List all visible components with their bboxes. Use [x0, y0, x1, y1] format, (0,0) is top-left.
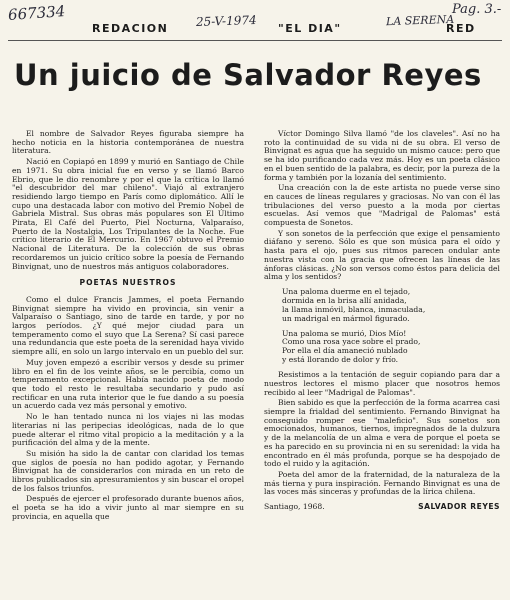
- body-paragraph: Víctor Domingo Silva llamó "de los claveles". Así no ha roto la continuidad de su vida ni de su obra. El verso de Binvignat es agua que ha seguido un mismo cauce: pero que se ha ido purificando cada vez más. Hoy es un poeta clásico en el buen sentido de la palabra, es decir, por la pureza de la forma y también por la lozanía del sentimiento.: [264, 129, 500, 182]
- poem-line: un madrigal en mármol figurado.: [282, 313, 410, 323]
- body-paragraph: Una creación con la de este artista no puede verse sino en cauces de líneas regulares y graciosas. No van con él las tribulaciones del verso puesto a la moda por ciertas escuelas. Así vemos que "Madrigal de Palomas" está compuesta de Sonetos.: [264, 183, 500, 228]
- masthead-rule: [8, 40, 502, 41]
- body-paragraph: Muy joven empezó a escribir versos y desde su primer libro en el fin de los veinte años, se le percibía, como un temperamento excepcional. Había nacido poeta de modo que todo el resto le resultaba secundario y pudo así rectificar en una ruta interior que le fue dando a su poesía un acuerdo cada vez más personal y emotivo.: [12, 357, 244, 411]
- poem-line: y está llorando de dolor y frío.: [282, 355, 399, 365]
- poem-line: dormida en la brisa allí anidada,: [282, 295, 407, 305]
- poem-line: Una paloma se murió, Dios Mío!: [282, 328, 407, 338]
- intro-paragraph: El nombre de Salvador Reyes figuraba siempre ha hecho noticia en la historia contemporánea de nuestra literatura.: [12, 129, 244, 156]
- author-signature: SALVADOR REYES: [418, 502, 500, 512]
- body-paragraph: Resistimos a la tentación de seguir copiando para dar a nuestros lectores el mismo placer que nosotros hemos recibido al leer "Madrigal de Palomas".: [264, 370, 500, 397]
- poem-stanza-1: [282, 288, 500, 324]
- body-paragraph: Y son sonetos de la perfección que exige el pensamiento diáfano y sereno. Sólo es que son música para el oído y hasta para el ojo, pues sus ritmos parecen ondular ante nuestra vista con la gracia que ofrecen las líneas de las ánforas clásicas. ¿No son versos como éstos para delicia del alma y los sentidos?: [264, 228, 500, 282]
- body-paragraph: Poeta del amor de la fraternidad, de la naturaleza de la más tierna y pura inspiración. Fernando Binvignat es una de las voces más sinceras y profundas de la lírica chilena.: [264, 469, 500, 497]
- body-paragraph: Su misión ha sido la de cantar con claridad los temas que siglos de poesía no han podido agotar, y Fernando Binvignat ha de considerarlos con mirada en un reto de libros publicados sin apresuramientos y sin buscar el oropel de los falsos triunfos.: [12, 448, 244, 493]
- place-date: Santiago, 1968.: [264, 501, 325, 511]
- article-headline: Un juicio de Salvador Reyes: [14, 58, 482, 92]
- poem-line: Una paloma duerme en el tejado,: [282, 286, 411, 296]
- handwritten-clip-id: 667334: [7, 2, 66, 24]
- masthead-tail: RED: [446, 22, 476, 35]
- poem-line: Como una rosa yace sobre el prado,: [282, 337, 421, 347]
- right-column: [264, 130, 500, 511]
- body-paragraph: Después de ejercer el profesorado durante buenos años, el poeta se ha ido a vivir junto al mar siempre en su provincia, en aquella que: [12, 494, 244, 521]
- left-column: [12, 130, 244, 524]
- body-paragraph: No le han tentado nunca ni los viajes ni las modas literarias ni las peripecias ideológicas, nada de lo que puede alterar el ritmo vital propicio a la meditación y a la purificación del alma y de la mente.: [12, 412, 244, 448]
- poem-stanza-2: [282, 330, 500, 366]
- masthead-section: REDACION: [92, 22, 169, 35]
- masthead-paper-name: "EL DIA": [278, 22, 342, 35]
- section-subhead: POETAS NUESTROS: [79, 278, 177, 288]
- body-paragraph: Como el dulce Francis Jammes, el poeta Fernando Binvignat siempre ha vivido en provincia, sin venir a Valparaíso o Santiago, sino de tarde en tarde, y por no largos períodos. ¿Y qué mejor ciudad para un temperamento como el suyo que La Serena? Sí casi parece una redundancia que este poeta de la serenidad haya vivido siempre allí, en solo un largo intervalo en un pueblo del sur.: [12, 294, 244, 357]
- masthead: [92, 22, 504, 40]
- poem-line: la llama inmóvil, blanca, inmaculada,: [282, 304, 426, 314]
- intro-paragraph: Nació en Copiapó en 1899 y murió en Santiago de Chile en 1971. Su obra inicial fue en verso y se llamó Barco Ebrio, que le dio renombre y por el que la crítica lo llamó "el descubridor del mar chileno". Viajó al extranjero residiendo largo tiempo en París como diplomático. Allí le cupo una destacada labor con motivo del Premio Nobel de Gabriela Mistral. Sus obras más populares son El Último Pirata, El Café del Puerto, Piel Nocturna, Valparaíso, Puerto de la Nostalgia, Los Tripulantes de la Noche. Fue crítico literario de El Mercurio. En 1967 obtuvo el Premio Nacional de Literatura. De la colección de sus obras recordaremos un juicio crítico sobre la poesía de Fernando Binvignat, uno de nuestros más antiguos colaboradores.: [12, 157, 244, 271]
- body-paragraph: Bien sabido es que la perfección de la forma acarrea casi siempre la frialdad del sentimiento. Fernando Binvignat ha conseguido romper ese "maleficio". Sus sonetos son emocionados, humanos, tiernos, impregnados de la dulzura y de la melancolía de un alma e vera de porque el poeta se es ha parecido en su provincia ni en su serenidad: la vida ha encontrado en él más profunda, porque se ha despojado de todo el ruido y la agitación.: [264, 398, 500, 469]
- handwritten-city: LA SERENA: [385, 12, 455, 29]
- handwritten-page-number: Pag. 3.-: [452, 2, 502, 17]
- poem-line: Por ella el día amaneció nublado: [282, 346, 408, 356]
- handwritten-date: 25-V-1974: [195, 12, 257, 30]
